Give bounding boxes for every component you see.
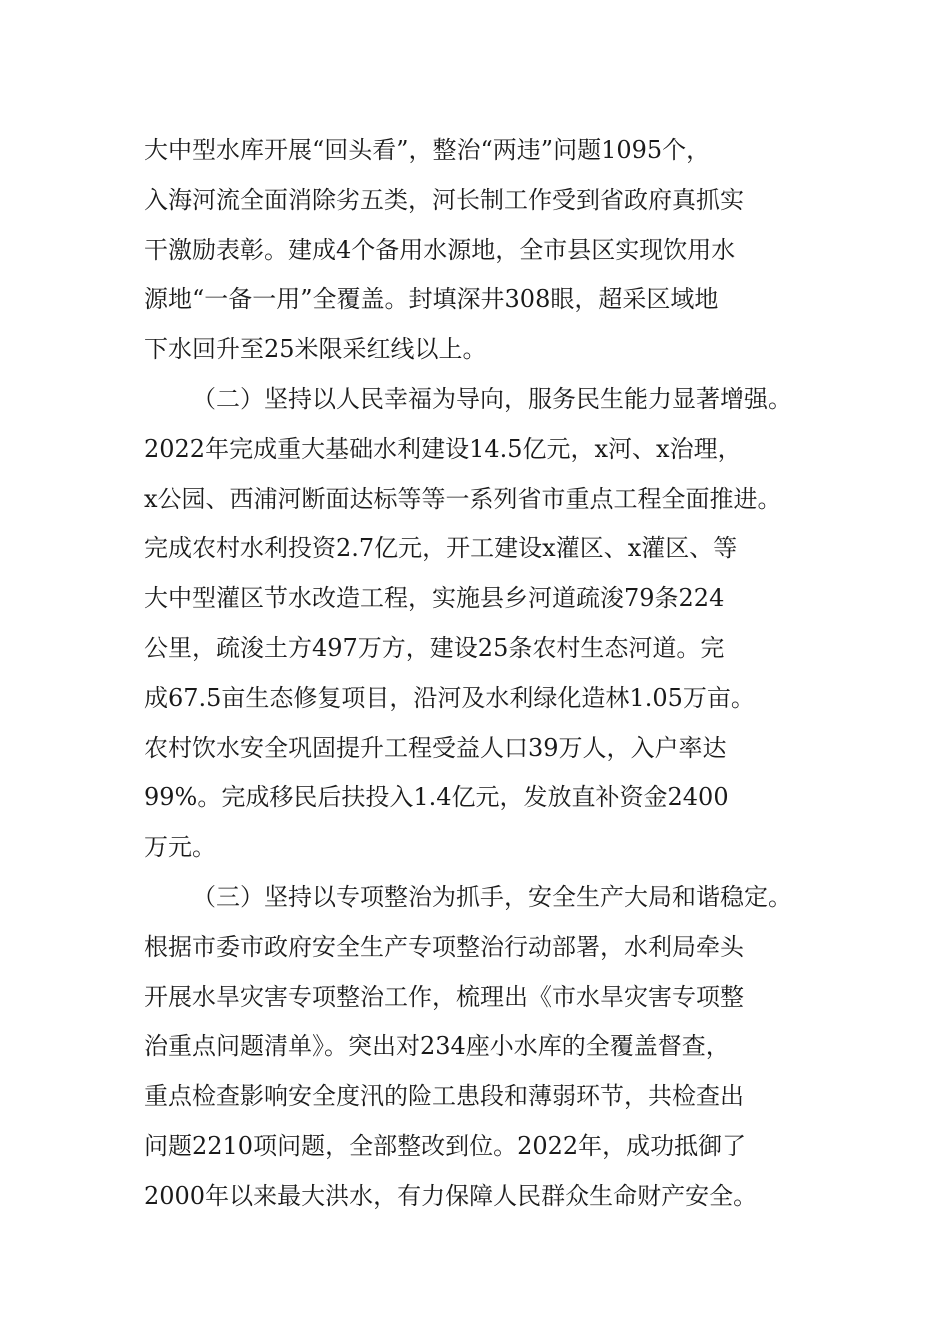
text-line: 2000年以来最大洪水，有力保障人民群众生命财产安全。	[144, 1181, 758, 1210]
text-line: 完成农村水利投资2.7亿元，开工建设x灌区、x灌区、等	[144, 534, 738, 563]
text-line: （三）坚持以专项整治为抓手，安全生产大局和谐稳定。	[192, 882, 792, 911]
text-line: 源地“一备一用”全覆盖。封填深井308眼，超采区域地	[144, 285, 719, 314]
text-line: x公园、西浦河断面达标等等一系列省市重点工程全面推进。	[144, 484, 782, 513]
text-line: 开展水旱灾害专项整治工作，梳理出《市水旱灾害专项整	[144, 982, 744, 1011]
text-line: 下水回升至25米限采红线以上。	[144, 335, 487, 364]
text-line: 干激励表彰。建成4个备用水源地，全市县区实现饮用水	[144, 235, 736, 264]
text-line: 重点检查影响安全度汛的险工患段和薄弱环节，共检查出	[144, 1082, 744, 1111]
text-line: 99%。完成移民后扶投入1.4亿元，发放直补资金2400	[144, 783, 729, 812]
text-line: （二）坚持以人民幸福为导向，服务民生能力显著增强。	[192, 384, 792, 413]
text-line: 根据市委市政府安全生产专项整治行动部署，水利局牵头	[144, 932, 744, 961]
text-line: 入海河流全面消除劣五类，河长制工作受到省政府真抓实	[144, 185, 744, 214]
body-text	[144, 126, 824, 1222]
text-line: 治重点问题清单》。突出对234座小水库的全覆盖督查，	[144, 1032, 730, 1061]
text-line: 万元。	[144, 833, 216, 862]
text-line: 问题2210项问题，全部整改到位。2022年，成功抵御了	[144, 1131, 747, 1160]
text-line: 农村饮水安全巩固提升工程受益人口39万人，入户率达	[144, 733, 727, 762]
text-line: 2022年完成重大基础水利建设14.5亿元，x河、x治理，	[144, 434, 742, 463]
text-line: 大中型灌区节水改造工程，实施县乡河道疏浚79条224	[144, 584, 725, 613]
text-line: 公里，疏浚土方497万方，建设25条农村生态河道。完	[144, 633, 725, 662]
text-line: 成67.5亩生态修复项目，沿河及水利绿化造林1.05万亩。	[144, 683, 755, 712]
text-line: 大中型水库开展“回头看”，整治“两违”问题1095个，	[144, 136, 711, 164]
